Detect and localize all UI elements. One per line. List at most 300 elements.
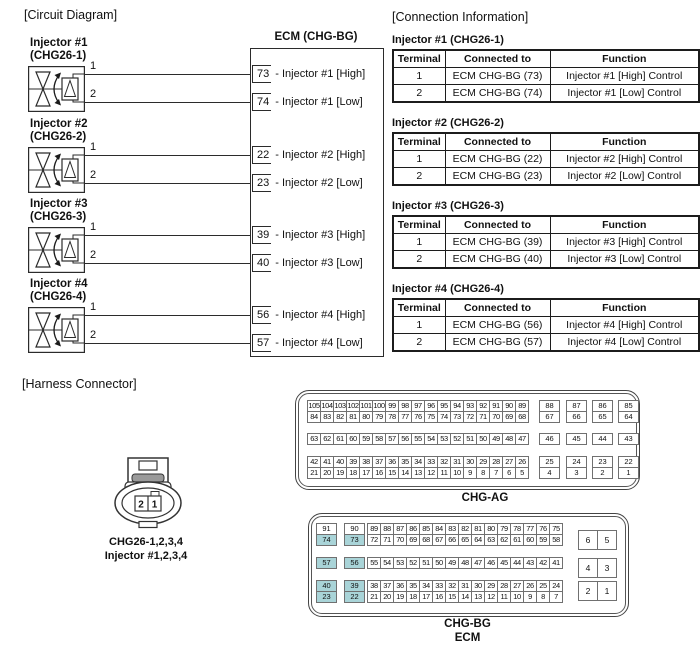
table-cell: ECM CHG-BG (74) bbox=[445, 85, 550, 103]
pin-cell: 10 bbox=[510, 591, 524, 603]
pin-cell: 5 bbox=[597, 530, 617, 550]
table-row bbox=[393, 234, 699, 251]
pin-cell: 22 bbox=[618, 456, 639, 468]
table-cell: Injector #2 [High] Control bbox=[550, 151, 699, 168]
pin-column bbox=[592, 433, 613, 445]
pin-grid bbox=[307, 456, 529, 479]
injector-symbol bbox=[28, 307, 85, 358]
table-cell: 1 bbox=[393, 151, 445, 168]
pin-column bbox=[539, 433, 560, 445]
pin-cell: 62 bbox=[497, 534, 511, 546]
pin-cell: 18 bbox=[346, 467, 360, 479]
pin-cell: 68 bbox=[515, 411, 529, 423]
pin-cell: 54 bbox=[424, 433, 438, 445]
column-header: Terminal bbox=[393, 299, 445, 317]
column-header: Terminal bbox=[393, 216, 445, 234]
pin-cell: 30 bbox=[471, 580, 485, 592]
column-header: Connected to bbox=[445, 299, 550, 317]
pin-cell: 20 bbox=[320, 467, 334, 479]
pin-cell: 2 bbox=[578, 581, 598, 601]
pin-cell: 24 bbox=[549, 580, 563, 592]
pin-cell: 34 bbox=[411, 456, 425, 468]
pin-grid bbox=[367, 523, 563, 546]
table-cell: ECM CHG-BG (39) bbox=[445, 234, 550, 251]
harness-connector-section-title: [Harness Connector] bbox=[22, 377, 137, 391]
pin-cell: 85 bbox=[618, 400, 639, 412]
ecm-pin-row bbox=[252, 93, 363, 111]
pin-cell: 11 bbox=[437, 467, 451, 479]
column-header: Function bbox=[550, 216, 699, 234]
pin-cell: 73 bbox=[450, 411, 464, 423]
pin-cell: 37 bbox=[380, 580, 394, 592]
pin-cell: 77 bbox=[398, 411, 412, 423]
pin-cell: 54 bbox=[380, 557, 394, 569]
column-header: Connected to bbox=[445, 133, 550, 151]
pin-cell: 52 bbox=[450, 433, 464, 445]
pin-grid bbox=[367, 580, 563, 603]
injector-connector-code: (CHG26-2) bbox=[30, 131, 87, 143]
pin-cell: 32 bbox=[437, 456, 451, 468]
pin-cell: 8 bbox=[476, 467, 490, 479]
pin-grid bbox=[367, 557, 563, 569]
pin-cell: 10 bbox=[450, 467, 464, 479]
pin-cell: 96 bbox=[424, 400, 438, 412]
pin-cell: 98 bbox=[398, 400, 412, 412]
pin-cell: 5 bbox=[515, 467, 529, 479]
pin-column bbox=[592, 456, 613, 479]
pin-cell: 31 bbox=[450, 456, 464, 468]
pin-cell: 57 bbox=[385, 433, 399, 445]
pin-cell: 94 bbox=[450, 400, 464, 412]
pin-cell: 57 bbox=[316, 557, 337, 569]
ecm-pin-description: - Injector #4 [High] bbox=[275, 309, 366, 321]
pin-cell: 74 bbox=[437, 411, 451, 423]
pin-cell: 75 bbox=[424, 411, 438, 423]
ecm-pin-description: - Injector #1 [High] bbox=[275, 68, 366, 80]
svg-text:2: 2 bbox=[138, 499, 144, 511]
pin-column bbox=[618, 400, 639, 423]
pin-cell: 41 bbox=[320, 456, 334, 468]
pin-row bbox=[307, 411, 529, 423]
chg-bg-sublabel: ECM bbox=[454, 632, 481, 644]
pin-cell: 102 bbox=[347, 401, 359, 410]
pin-cell: 63 bbox=[307, 433, 321, 445]
pin-cell: 71 bbox=[380, 534, 394, 546]
table-cell: Injector #4 [Low] Control bbox=[550, 334, 699, 352]
pin-cell: 20 bbox=[380, 591, 394, 603]
pin-cell: 53 bbox=[437, 433, 451, 445]
pin-cell: 60 bbox=[523, 534, 537, 546]
connection-table bbox=[392, 215, 700, 269]
column-header: Terminal bbox=[393, 133, 445, 151]
pin-cell: 29 bbox=[484, 580, 498, 592]
pin-cell: 86 bbox=[406, 523, 420, 535]
pin-column bbox=[344, 580, 365, 603]
pin-cell: 91 bbox=[489, 400, 503, 412]
pin-cell: 43 bbox=[523, 557, 537, 569]
terminal-number: 1 bbox=[90, 60, 97, 72]
pin-column bbox=[316, 523, 337, 546]
pin-pair-box bbox=[578, 530, 617, 550]
pin-cell: 33 bbox=[432, 580, 446, 592]
ecm-pin-number: 39 bbox=[252, 226, 271, 244]
pin-cell: 51 bbox=[463, 433, 477, 445]
pin-cell: 7 bbox=[489, 467, 503, 479]
pin-cell: 4 bbox=[578, 558, 598, 578]
terminal-number: 2 bbox=[90, 88, 97, 100]
connection-table-header-row bbox=[393, 133, 699, 151]
injector-label bbox=[30, 118, 88, 144]
connection-table-header-row bbox=[393, 299, 699, 317]
pin-column bbox=[566, 456, 587, 479]
terminal-number: 1 bbox=[90, 301, 97, 313]
ecm-pin-number: 22 bbox=[252, 146, 271, 164]
pin-cell: 26 bbox=[523, 580, 537, 592]
pin-cell: 17 bbox=[359, 467, 373, 479]
pin-cell: 80 bbox=[359, 411, 373, 423]
pin-cell: 19 bbox=[333, 467, 347, 479]
pin-cell: 44 bbox=[510, 557, 524, 569]
pin-cell: 38 bbox=[367, 580, 381, 592]
pin-cell: 59 bbox=[536, 534, 550, 546]
table-row bbox=[393, 251, 699, 269]
pin-cell: 6 bbox=[502, 467, 516, 479]
pin-cell: 61 bbox=[510, 534, 524, 546]
pin-grid bbox=[307, 400, 529, 423]
table-row bbox=[393, 85, 699, 103]
pin-cell: 91 bbox=[316, 523, 337, 535]
injector-name: Injector #1 bbox=[30, 37, 88, 49]
pin-cell: 25 bbox=[536, 580, 550, 592]
column-header: Connected to bbox=[445, 50, 550, 68]
table-row bbox=[393, 151, 699, 168]
pin-cell: 81 bbox=[471, 523, 485, 535]
pin-cell: 1 bbox=[597, 581, 617, 601]
table-cell: Injector #4 [High] Control bbox=[550, 317, 699, 334]
pin-cell: 48 bbox=[502, 433, 516, 445]
ecm-pin-row bbox=[252, 174, 363, 192]
pin-cell: 36 bbox=[385, 456, 399, 468]
terminal-number: 1 bbox=[90, 141, 97, 153]
ecm-pin-number: 74 bbox=[252, 93, 271, 111]
connection-table-block bbox=[392, 34, 698, 103]
pin-pair-box bbox=[578, 581, 617, 601]
injector-label bbox=[30, 37, 88, 63]
table-row bbox=[393, 168, 699, 186]
table-cell: 1 bbox=[393, 68, 445, 85]
pin-cell: 55 bbox=[411, 433, 425, 445]
pin-cell: 89 bbox=[367, 523, 381, 535]
pin-cell: 40 bbox=[333, 456, 347, 468]
ecm-pin-row bbox=[252, 146, 365, 164]
chg-bg-label: CHG-BG bbox=[444, 618, 491, 630]
column-header: Connected to bbox=[445, 216, 550, 234]
pin-cell: 66 bbox=[445, 534, 459, 546]
pin-cell: 69 bbox=[406, 534, 420, 546]
pin-cell: 35 bbox=[398, 456, 412, 468]
pin-cell: 52 bbox=[406, 557, 420, 569]
pin-cell: 84 bbox=[432, 523, 446, 535]
table-cell: Injector #2 [Low] Control bbox=[550, 168, 699, 186]
connection-table-header-row bbox=[393, 216, 699, 234]
pin-cell: 1 bbox=[618, 467, 639, 479]
terminal-number: 1 bbox=[90, 221, 97, 233]
table-cell: ECM CHG-BG (22) bbox=[445, 151, 550, 168]
connection-table-title: Injector #4 (CHG26-4) bbox=[392, 283, 504, 295]
table-cell: 2 bbox=[393, 334, 445, 352]
injector-symbol bbox=[28, 147, 85, 198]
table-cell: ECM CHG-BG (73) bbox=[445, 68, 550, 85]
pin-cell: 82 bbox=[333, 411, 347, 423]
pin-cell: 70 bbox=[393, 534, 407, 546]
wire bbox=[85, 74, 253, 75]
pin-column bbox=[566, 433, 587, 445]
pin-row bbox=[307, 433, 529, 445]
pin-cell: 49 bbox=[489, 433, 503, 445]
pin-column bbox=[316, 557, 337, 569]
injector-symbol bbox=[28, 66, 85, 117]
table-cell: 2 bbox=[393, 168, 445, 186]
harness-connector-name: Injector #1,2,3,4 bbox=[104, 550, 188, 562]
table-cell: 1 bbox=[393, 234, 445, 251]
connection-table bbox=[392, 132, 700, 186]
pin-cell: 8 bbox=[536, 591, 550, 603]
pin-cell: 16 bbox=[432, 591, 446, 603]
table-cell: Injector #1 [Low] Control bbox=[550, 85, 699, 103]
pin-cell: 86 bbox=[592, 400, 613, 412]
pin-cell: 83 bbox=[320, 411, 334, 423]
column-header: Terminal bbox=[393, 50, 445, 68]
pin-cell: 9 bbox=[463, 467, 477, 479]
pin-cell: 70 bbox=[489, 411, 503, 423]
pin-cell: 105 bbox=[308, 401, 320, 410]
pin-cell: 58 bbox=[372, 433, 386, 445]
table-cell: 1 bbox=[393, 317, 445, 334]
pin-cell: 39 bbox=[344, 580, 365, 592]
pin-pair-box bbox=[578, 558, 617, 578]
chg-ag-label: CHG-AG bbox=[461, 492, 509, 504]
pin-column bbox=[539, 400, 560, 423]
pin-cell: 69 bbox=[502, 411, 516, 423]
pin-row bbox=[367, 534, 563, 546]
pin-cell: 56 bbox=[398, 433, 412, 445]
wire bbox=[85, 343, 253, 344]
pin-row bbox=[367, 557, 563, 569]
pin-cell: 79 bbox=[497, 523, 511, 535]
ecm-pin-row bbox=[252, 65, 365, 83]
pin-cell: 49 bbox=[445, 557, 459, 569]
pin-cell: 59 bbox=[359, 433, 373, 445]
pin-cell: 50 bbox=[476, 433, 490, 445]
pin-cell: 74 bbox=[316, 534, 337, 546]
pin-cell: 3 bbox=[597, 558, 617, 578]
pin-cell: 77 bbox=[523, 523, 537, 535]
ecm-pin-description: - Injector #1 [Low] bbox=[275, 96, 363, 108]
table-cell: Injector #3 [High] Control bbox=[550, 234, 699, 251]
pin-column bbox=[344, 523, 365, 546]
table-cell: 2 bbox=[393, 251, 445, 269]
pin-cell: 90 bbox=[502, 400, 516, 412]
harness-connector-code: CHG26-1,2,3,4 bbox=[109, 536, 183, 548]
pin-cell: 56 bbox=[344, 557, 365, 569]
table-cell: ECM CHG-BG (40) bbox=[445, 251, 550, 269]
pin-cell: 85 bbox=[419, 523, 433, 535]
pin-cell: 72 bbox=[367, 534, 381, 546]
pin-cell: 6 bbox=[578, 530, 598, 550]
connection-table-header-row bbox=[393, 50, 699, 68]
pin-cell: 13 bbox=[411, 467, 425, 479]
pin-cell: 58 bbox=[549, 534, 563, 546]
ecm-pin-number: 23 bbox=[252, 174, 271, 192]
pin-cell: 61 bbox=[333, 433, 347, 445]
pin-cell: 93 bbox=[463, 400, 477, 412]
pin-cell: 89 bbox=[515, 400, 529, 412]
pin-cell: 26 bbox=[515, 456, 529, 468]
pin-cell: 39 bbox=[346, 456, 360, 468]
wire bbox=[85, 155, 253, 156]
pin-cell: 21 bbox=[307, 467, 321, 479]
pin-cell: 38 bbox=[359, 456, 373, 468]
pin-cell: 14 bbox=[458, 591, 472, 603]
pin-cell: 27 bbox=[510, 580, 524, 592]
chg-bg-connector bbox=[308, 513, 629, 617]
injector-name: Injector #3 bbox=[30, 198, 88, 210]
pin-cell: 79 bbox=[372, 411, 386, 423]
pin-cell: 13 bbox=[471, 591, 485, 603]
pin-cell: 31 bbox=[458, 580, 472, 592]
pin-cell: 47 bbox=[515, 433, 529, 445]
wire bbox=[85, 315, 253, 316]
pin-cell: 33 bbox=[424, 456, 438, 468]
pin-cell: 81 bbox=[346, 411, 360, 423]
pin-column bbox=[618, 433, 639, 445]
injector-connector-code: (CHG26-1) bbox=[30, 50, 87, 62]
pin-cell: 15 bbox=[385, 467, 399, 479]
pin-cell: 104 bbox=[321, 401, 333, 410]
pin-cell: 37 bbox=[372, 456, 386, 468]
pin-row bbox=[307, 467, 529, 479]
pin-cell: 12 bbox=[424, 467, 438, 479]
table-cell: ECM CHG-BG (56) bbox=[445, 317, 550, 334]
pin-cell: 7 bbox=[549, 591, 563, 603]
ecm-pin-description: - Injector #2 [Low] bbox=[275, 177, 363, 189]
pin-cell: 65 bbox=[592, 411, 613, 423]
pin-column bbox=[566, 400, 587, 423]
pin-cell: 36 bbox=[393, 580, 407, 592]
connection-table bbox=[392, 49, 700, 103]
column-header: Function bbox=[550, 299, 699, 317]
pin-cell: 35 bbox=[406, 580, 420, 592]
pin-cell: 80 bbox=[484, 523, 498, 535]
pin-cell: 53 bbox=[393, 557, 407, 569]
ecm-pin-description: - Injector #3 [Low] bbox=[275, 257, 363, 269]
pin-cell: 3 bbox=[566, 467, 587, 479]
pin-cell: 101 bbox=[360, 401, 372, 410]
pin-cell: 47 bbox=[471, 557, 485, 569]
pin-cell: 78 bbox=[385, 411, 399, 423]
ecm-title: ECM (CHG-BG) bbox=[274, 31, 358, 43]
connection-tables bbox=[392, 34, 698, 366]
column-header: Function bbox=[550, 50, 699, 68]
pin-cell: 63 bbox=[484, 534, 498, 546]
ecm-pin-number: 73 bbox=[252, 65, 271, 83]
ecm-pin-number: 57 bbox=[252, 334, 271, 352]
pin-cell: 82 bbox=[458, 523, 472, 535]
pin-cell: 19 bbox=[393, 591, 407, 603]
pin-cell: 66 bbox=[566, 411, 587, 423]
pin-cell: 44 bbox=[592, 433, 613, 445]
ecm-pin-row bbox=[252, 334, 363, 352]
connection-table-title: Injector #3 (CHG26-3) bbox=[392, 200, 504, 212]
pin-cell: 88 bbox=[539, 400, 560, 412]
pin-cell: 42 bbox=[536, 557, 550, 569]
pin-cell: 11 bbox=[497, 591, 511, 603]
pin-cell: 78 bbox=[510, 523, 524, 535]
chg-ag-connector bbox=[295, 390, 640, 490]
pin-cell: 55 bbox=[367, 557, 381, 569]
pin-cell: 50 bbox=[432, 557, 446, 569]
injector-symbol bbox=[28, 227, 85, 278]
pin-cell: 41 bbox=[549, 557, 563, 569]
pin-cell: 42 bbox=[307, 456, 321, 468]
pin-cell: 73 bbox=[344, 534, 365, 546]
pin-cell: 68 bbox=[419, 534, 433, 546]
pin-grid bbox=[307, 433, 529, 445]
pin-cell: 46 bbox=[539, 433, 560, 445]
pin-cell: 65 bbox=[458, 534, 472, 546]
pin-column bbox=[592, 400, 613, 423]
injector-label bbox=[30, 278, 88, 304]
pin-cell: 84 bbox=[307, 411, 321, 423]
table-row bbox=[393, 334, 699, 352]
pin-column bbox=[316, 580, 337, 603]
pin-cell: 43 bbox=[618, 433, 639, 445]
pin-cell: 88 bbox=[380, 523, 394, 535]
pin-cell: 40 bbox=[316, 580, 337, 592]
harness-connector-drawing bbox=[108, 450, 188, 540]
pin-cell: 32 bbox=[445, 580, 459, 592]
wire bbox=[85, 183, 253, 184]
ecm-pin-description: - Injector #4 [Low] bbox=[275, 337, 363, 349]
table-cell: 2 bbox=[393, 85, 445, 103]
pin-cell: 4 bbox=[539, 467, 560, 479]
injector-connector-code: (CHG26-3) bbox=[30, 211, 87, 223]
ecm-pin-row bbox=[252, 226, 365, 244]
injector-label bbox=[30, 198, 88, 224]
pin-cell: 25 bbox=[539, 456, 560, 468]
connection-information-section-title: [Connection Information] bbox=[392, 10, 529, 24]
pin-cell: 30 bbox=[463, 456, 477, 468]
pin-cell: 90 bbox=[344, 523, 365, 535]
pin-cell: 29 bbox=[476, 456, 490, 468]
connection-table-title: Injector #1 (CHG26-1) bbox=[392, 34, 504, 46]
pin-column bbox=[539, 456, 560, 479]
injector-name: Injector #4 bbox=[30, 278, 88, 290]
terminal-number: 2 bbox=[90, 329, 97, 341]
pin-cell: 16 bbox=[372, 467, 386, 479]
pin-cell: 62 bbox=[320, 433, 334, 445]
pin-column bbox=[618, 456, 639, 479]
pin-cell: 64 bbox=[618, 411, 639, 423]
pin-cell: 103 bbox=[334, 401, 346, 410]
pin-cell: 24 bbox=[566, 456, 587, 468]
pin-cell: 23 bbox=[316, 591, 337, 603]
pin-cell: 99 bbox=[385, 400, 399, 412]
pin-cell: 72 bbox=[463, 411, 477, 423]
pin-cell: 48 bbox=[458, 557, 472, 569]
pin-cell: 28 bbox=[489, 456, 503, 468]
connection-table-block bbox=[392, 200, 698, 269]
